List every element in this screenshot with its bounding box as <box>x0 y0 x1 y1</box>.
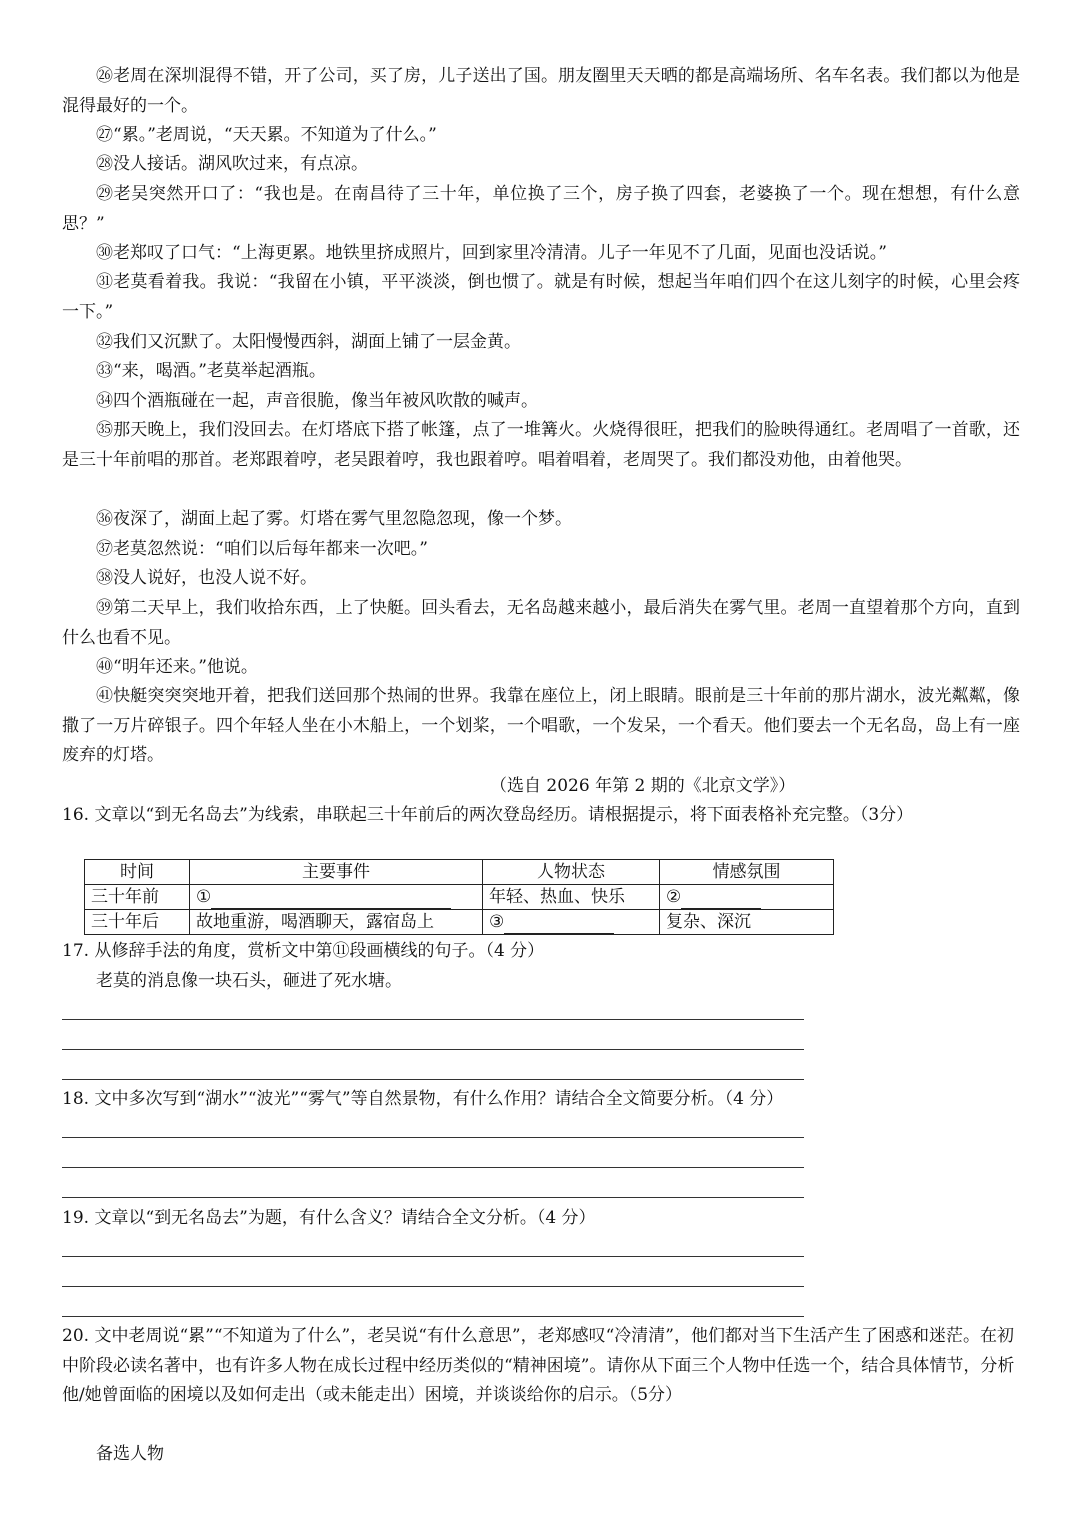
header-event: 主要事件 <box>190 860 483 885</box>
answer-line[interactable] <box>62 1049 804 1050</box>
paragraph-29: ㉙老吴突然开口了：“我也是。在南昌待了三十年，单位换了三个，房子换了四套，老婆换了一个。现在想想，有什么意思？” <box>62 184 1020 234</box>
answer-line[interactable] <box>62 1079 804 1080</box>
candidate-characters-label: 备选人物 <box>96 1444 164 1464</box>
paragraph-35: ㉟那天晚上，我们没回去。在灯塔底下搭了帐篷，点了一堆篝火。火烧得很旺，把我们的脸映得通红。老周唱了一首歌，还是三十年前唱的那首。老郑跟着哼，老吴跟着哼，我也跟着哼。唱着唱着，老周哭了。我们都没劝他，由着他哭。 <box>62 420 1020 470</box>
paragraph-28: ㉘没人接话。湖风吹过来，有点凉。 <box>96 154 368 174</box>
paragraph-41: ㊶快艇突突突地开着，把我们送回那个热闹的世界。我靠在座位上，闭上眼睛。眼前是三十年前的那片湖水，波光粼粼，像撒了一万片碎银子。四个年轻人坐在小木船上，一个划桨，一个唱歌，一个发呆，一个看天。他们要去一个无名岛，岛上有一座废弃的灯塔。 <box>62 686 1020 765</box>
paragraph-26: ㉖老周在深圳混得不错，开了公司，买了房，儿子送出了国。朋友圈里天天晒的都是高端场所、名车名表。我们都以为他是混得最好的一个。 <box>62 66 1020 116</box>
cell-mood[interactable]: ② <box>660 885 834 910</box>
paragraph-37: ㊲老莫忽然说：“咱们以后每年都来一次吧。” <box>96 539 428 559</box>
cell-time: 三十年后 <box>85 910 190 935</box>
header-mood: 情感氛围 <box>660 860 834 885</box>
cell-event[interactable]: ① <box>190 885 483 910</box>
question-16: 16. 文章以“到无名岛去”为线索，串联起三十年前后的两次登岛经历。请根据提示，将下面表格补充完整。（3分） <box>62 805 914 825</box>
header-state: 人物状态 <box>483 860 660 885</box>
answer-line[interactable] <box>62 1167 804 1168</box>
cell-state[interactable]: ③ <box>483 910 660 935</box>
answer-line[interactable] <box>62 1019 804 1020</box>
answer-table <box>84 859 834 935</box>
cell-event: 故地重游，喝酒聊天，露宿岛上 <box>190 910 483 935</box>
blank-1[interactable] <box>211 890 451 909</box>
source-citation: （选自 2026 年第 2 期的《北京文学》） <box>490 776 796 796</box>
answer-line[interactable] <box>62 1286 804 1287</box>
question-17: 17. 从修辞手法的角度，赏析文中第⑪段画横线的句子。（4 分） <box>62 941 545 961</box>
paragraph-38: ㊳没人说好，也没人说不好。 <box>96 568 317 588</box>
cell-mood: 复杂、深沉 <box>660 910 834 935</box>
blank-3[interactable] <box>504 915 614 934</box>
paragraph-27: ㉗“累。”老周说，“天天累。不知道为了什么。” <box>96 125 437 145</box>
header-time: 时间 <box>85 860 190 885</box>
paragraph-34: ㉞四个酒瓶碰在一起，声音很脆，像当年被风吹散的喊声。 <box>96 391 538 411</box>
table-header-row <box>85 860 834 885</box>
paragraph-30: ㉚老郑叹了口气：“上海更累。地铁里挤成照片，回到家里冷清清。儿子一年见不了几面，见面也没话说。” <box>96 243 887 263</box>
cell-time: 三十年前 <box>85 885 190 910</box>
answer-line[interactable] <box>62 1256 804 1257</box>
paragraph-39: ㊴第二天早上，我们收拾东西，上了快艇。回头看去，无名岛越来越小，最后消失在雾气里。老周一直望着那个方向，直到什么也看不见。 <box>62 598 1020 648</box>
answer-line[interactable] <box>62 1197 804 1198</box>
paragraph-33: ㉝“来，喝酒。”老莫举起酒瓶。 <box>96 361 326 381</box>
question-17-quote: 老莫的消息像一块石头，砸进了死水塘。 <box>96 971 402 991</box>
table-row <box>85 885 834 910</box>
question-18: 18. 文中多次写到“湖水”“波光”“雾气”等自然景物，有什么作用？请结合全文简要分析。（4 分） <box>62 1089 784 1109</box>
paragraph-40: ㊵“明年还来。”他说。 <box>96 657 258 677</box>
question-19: 19. 文章以“到无名岛去”为题，有什么含义？请结合全文分析。（4 分） <box>62 1208 596 1228</box>
blank-2[interactable] <box>681 890 761 909</box>
paragraph-32: ㉜我们又沉默了。太阳慢慢西斜，湖面上铺了一层金黄。 <box>96 332 521 352</box>
answer-line[interactable] <box>62 1316 804 1317</box>
cell-state: 年轻、热血、快乐 <box>483 885 660 910</box>
table-row <box>85 910 834 935</box>
answer-line[interactable] <box>62 1137 804 1138</box>
paragraph-36: ㊱夜深了，湖面上起了雾。灯塔在雾气里忽隐忽现，像一个梦。 <box>96 509 572 529</box>
question-20: 20. 文中老周说“累”“不知道为了什么”，老吴说“有什么意思”，老郑感叹“冷清清”，他们都对当下生活产生了困惑和迷茫。在初中阶段必读名著中，也有许多人物在成长过程中经历类似的“精神困境”。请你从下面三个人物中任选一个，结合具体情节，分析他/她曾面临的困境以及如何走出（或未能走出）困境，并谈谈给你的启示。（5分） <box>62 1326 1015 1405</box>
paragraph-31: ㉛老莫看着我。我说：“我留在小镇，平平淡淡，倒也惯了。就是有时候，想起当年咱们四个在这儿刻字的时候，心里会疼一下。” <box>62 272 1020 322</box>
